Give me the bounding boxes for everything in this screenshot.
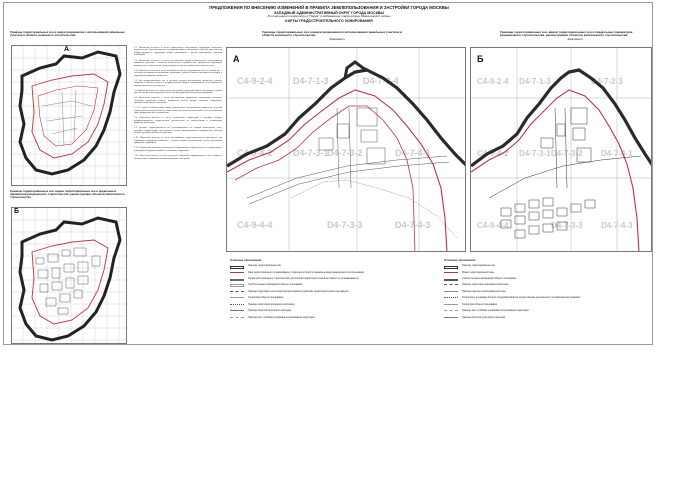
grid-label: D4-7-3-1 bbox=[519, 149, 551, 158]
grid-label: D4-7-4-1 bbox=[601, 149, 633, 158]
overview-map-a-letter: А bbox=[64, 46, 70, 53]
legend-item-label: Граница объектов культурного наследия bbox=[248, 310, 292, 313]
grid-label: C4-9-4-2 bbox=[237, 148, 273, 158]
legend-item-label: Границы территориальных зон bbox=[248, 265, 281, 268]
grid-label: C4-9-4-4 bbox=[237, 220, 273, 230]
legend-item-label: Граница подзоны территориальной зоны bbox=[462, 290, 506, 293]
legend-item-label: Участки зеленых насаждений общего пользования bbox=[248, 284, 303, 287]
legend-swatch bbox=[444, 284, 458, 287]
legend-item bbox=[230, 265, 430, 268]
territory-note: В отношении территории "Парка" отображение территории Мякининской поймы bbox=[267, 13, 391, 18]
text-paragraph: 1.8. Изменения вносятся в части отображения территорий, в границах которых предусматривается осуществление деятельности по комплексному и устойчивому развитию территории. bbox=[134, 117, 222, 125]
overview-map-b-graphic bbox=[12, 208, 127, 344]
zoning-map-a[interactable] bbox=[226, 47, 466, 252]
overview-map-a[interactable] bbox=[11, 45, 127, 186]
legend-item-label: Граница территории природного комплекса bbox=[248, 303, 295, 306]
text-paragraph: 1.5. Изменения вносятся в части уточнения границ территорий общего пользования, границ красных линий улично-дорожной сети и линий градостроительного регулирования. bbox=[134, 89, 222, 95]
legend-item-label: Номер территориальной зоны bbox=[462, 271, 495, 274]
legend-item-label: Территории общего пользования bbox=[248, 297, 284, 300]
legend-item bbox=[444, 284, 644, 287]
legend-a bbox=[230, 259, 430, 323]
legend-swatch bbox=[444, 272, 458, 275]
explanatory-text bbox=[134, 47, 222, 337]
legend-item bbox=[230, 310, 430, 313]
zoning-map-b-letter: Б bbox=[477, 54, 484, 64]
legend-item bbox=[230, 272, 430, 275]
legend-item-label: Зона территориального планирования, в границах которой установлены виды разрешенного использования bbox=[248, 271, 365, 274]
grid-label: D4-7-3-2 bbox=[551, 149, 583, 158]
grid-label: C4-9-4-4 bbox=[477, 221, 509, 230]
grid-label: D4-7-4-3 bbox=[601, 221, 633, 230]
grid-label: D4-7-4-3 bbox=[395, 220, 431, 230]
legend-item bbox=[444, 310, 644, 313]
sheet-header bbox=[154, 6, 504, 23]
grid-label: D4-7-1-3 bbox=[519, 77, 551, 86]
text-paragraph: 1.4. Для территориальных зон, в границах которых расположены земельные участки, сведения о которых внесены в государственный кадастр недвижимости, устанавливаются градостроительные регламенты. bbox=[134, 79, 222, 87]
text-paragraph: 1.12. Изменения вносятся в части уточнения нумерации территориальных зон и подзон в соответствии с правилами землепользования и застройки. bbox=[134, 155, 222, 160]
legend-item-label: Граница зон с особыми условиями использования территории bbox=[462, 310, 529, 313]
map-b-subtitle: Фрагмент bbox=[567, 36, 583, 41]
district-title: ЗАПАДНЫЙ АДМИНИСТРАТИВНЫЙ ОКРУГ ГОРОДА МОСКВЫ bbox=[273, 10, 384, 15]
legend-item-label: Территории общего пользования bbox=[462, 303, 498, 306]
text-paragraph: 1.2. Изменения вносятся в части установления видов разрешенного использования земельных участков и объектов капитального строительства, предельных параметров разрешенного строительства, реконструкции объектов капитального строительства. bbox=[134, 59, 222, 67]
left-caption-b: Границы территориальных зон, видов территориальных зон и предельных параметров разрешенного строительства, реконструкции объектов капитального строительства bbox=[10, 189, 125, 200]
grid-label: D4-7-3-1 bbox=[293, 148, 329, 158]
drawing-sheet bbox=[3, 2, 653, 345]
legend-item bbox=[444, 304, 644, 307]
grid-label: D4-7-1-3 bbox=[293, 76, 329, 86]
overview-map-a-graphic bbox=[12, 46, 127, 186]
legend-item bbox=[444, 278, 644, 281]
legend-item bbox=[230, 317, 430, 320]
grid-label: D4-7-3-4 bbox=[363, 76, 399, 86]
text-paragraph: 1.1. Изменения вносятся в части графического отображения территории зонального строительства, участков зеленых насаждений общего пользования, объектов транспортной инфраструктуры и территорий общего пользования с учетом действующих проектов планировки. bbox=[134, 47, 222, 57]
legend-item-label: Участки зеленых насаждений общего пользования bbox=[462, 278, 517, 281]
grid-label: C4-9-2-4 bbox=[237, 76, 273, 86]
legend-swatch bbox=[230, 297, 244, 300]
legend-swatch bbox=[444, 310, 458, 313]
legend-swatch bbox=[230, 317, 244, 320]
zoning-map-title: КАРТЫ ГРАДОСТРОИТЕЛЬНОГО ЗОНИРОВАНИЯ bbox=[285, 18, 373, 23]
legend-item bbox=[444, 272, 644, 275]
legend-item bbox=[444, 317, 644, 320]
legend-swatch bbox=[444, 291, 458, 294]
legend-item bbox=[444, 265, 644, 268]
legend-item-label: Граница зон с особыми условиями использования территории bbox=[248, 316, 315, 319]
legend-swatch bbox=[444, 279, 458, 281]
grid-label: D4-7-3-3 bbox=[551, 221, 583, 230]
legend-item-label: Территории, в границах которых предусматривается осуществление деятельности по комплексному развитию bbox=[462, 297, 581, 300]
overview-map-b-letter: Б bbox=[14, 208, 20, 215]
overview-map-b[interactable] bbox=[11, 207, 127, 344]
legend-swatch bbox=[230, 304, 244, 307]
map-a-caption bbox=[262, 31, 412, 41]
grid-label: D4-7-3-2 bbox=[327, 148, 363, 158]
map-a-caption-text: Границы территориальных зон и видов разрешенного использования земельных участков в области зонального строительства. bbox=[262, 30, 402, 38]
legend-swatch bbox=[230, 266, 244, 269]
legend-swatch bbox=[230, 272, 244, 275]
grid-label: C4-9-2-4 bbox=[477, 77, 509, 86]
zoning-map-a-graphic bbox=[227, 48, 466, 252]
legend-item-label: Границы территориальных зон bbox=[462, 265, 495, 268]
legend-item bbox=[230, 278, 430, 281]
legend-item-label: Граница территории, на которую распространяется действие градостроительного регламента bbox=[248, 290, 349, 293]
text-paragraph: 1.7. В случае несоответствия видов фактического использования земельных участков градостроительному регламенту такие земельные участки используются без установления срока приведения их в соответствие. bbox=[134, 107, 222, 115]
zoning-map-b[interactable] bbox=[470, 47, 652, 252]
legend-item bbox=[230, 297, 430, 300]
grid-label: C4-9-4-2 bbox=[477, 149, 509, 158]
legend-swatch bbox=[444, 266, 458, 269]
legend-a-title: Условные обозначения bbox=[230, 259, 262, 262]
sheet-title: ПРЕДЛОЖЕНИЯ ПО ВНЕСЕНИЮ ИЗМЕНЕНИЙ В ПРАВИЛА ЗЕМЛЕПОЛЬЗОВАНИЯ И ЗАСТРОЙКИ ГОРОДА МОСКВЫ bbox=[209, 5, 449, 10]
map-a-subtitle: Фрагмент bbox=[329, 36, 345, 41]
left-caption-a: Границы территориальных зон и видов разрешенного использования земельных участков в области зонального строительства bbox=[10, 30, 125, 38]
text-paragraph: 1.10. Изменения вносятся в части установления градостроительного регламента для территории природного комплекса с учетом режима использования особо охраняемых природных территорий. bbox=[134, 137, 222, 145]
legend-item bbox=[444, 291, 644, 294]
legend-item-label: Граница объектов культурного наследия bbox=[462, 316, 506, 319]
text-paragraph: 1.9. Границы территориальных зон устанавливаются по линиям магистралей, улиц, проездов, разделяющих транспортные потоки противоположных направлений, красным линиям, границам земельных участков. bbox=[134, 127, 222, 135]
map-b-caption-text: Границы территориальных зон, видов территориальных зон и предельных параметров разрешенного строительства, реконструкции объектов капитального строительства. bbox=[500, 30, 633, 38]
grid-label: D4-7-4-1 bbox=[395, 148, 431, 158]
legend-swatch bbox=[444, 297, 458, 300]
legend-item bbox=[230, 304, 430, 307]
text-paragraph: 1.3. Изменения вносятся в части отображения границ территориальных зон, границ зон с особыми условиями использования территории, границ объектов культурного наследия и территорий природного комплекса. bbox=[134, 69, 222, 77]
legend-item-label: Граница территории природного комплекса bbox=[462, 284, 509, 287]
legend-swatch bbox=[230, 279, 244, 281]
legend-swatch bbox=[230, 284, 244, 287]
map-b-caption bbox=[500, 31, 650, 41]
text-paragraph: 1.11. Размещение объектов капитального строительства осуществляется в соответствии с утвержденной документацией по планировке территории. bbox=[134, 147, 222, 152]
zoning-map-a-letter: А bbox=[233, 54, 240, 64]
legend-item-label: Территория зонального строительства, для которой градостроительный регламент не устанавливается bbox=[248, 278, 359, 281]
legend-swatch bbox=[230, 291, 244, 294]
legend-item bbox=[444, 297, 644, 300]
legend-swatch bbox=[230, 310, 244, 313]
legend-item bbox=[230, 284, 430, 287]
text-paragraph: 1.6. Изменения вносятся в части установления предельных параметров: плотность застройки земельного участка, предельная высота зданий, строений, сооружений, максимальный процент застройки. bbox=[134, 97, 222, 105]
legend-b-title: Условные обозначения bbox=[444, 259, 476, 262]
legend-swatch bbox=[444, 304, 458, 307]
zoning-map-b-graphic bbox=[471, 48, 652, 252]
grid-label: D4-7-2-3 bbox=[591, 77, 623, 86]
grid-label: D4-7-3-3 bbox=[327, 220, 363, 230]
legend-b bbox=[444, 259, 644, 323]
legend-swatch bbox=[444, 317, 458, 320]
legend-item bbox=[230, 291, 430, 294]
